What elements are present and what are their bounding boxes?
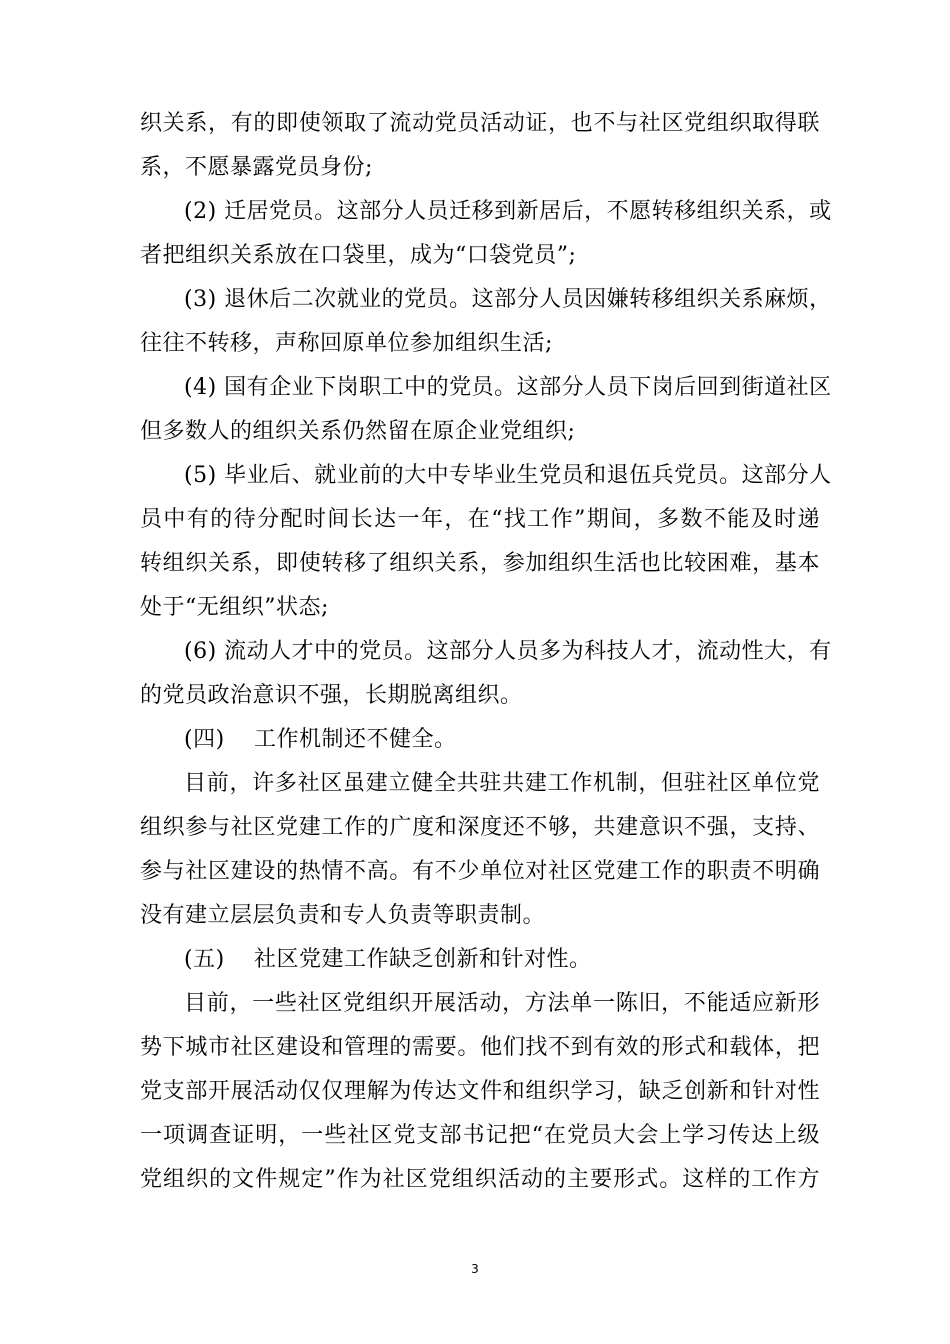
section-number: (四) — [184, 727, 225, 752]
text-line: 往往不转移，声称回原单位参加组织生活; — [140, 331, 553, 356]
text-line: 但多数人的组织关系仍然留在原企业党组织; — [140, 419, 576, 444]
text-line: 势下城市社区建设和管理的需要。他们找不到有效的形式和载体，把 — [140, 1035, 820, 1060]
text-line: 的党员政治意识不强，长期脱离组织。 — [140, 683, 523, 708]
list-item-6: (6) 流动人才中的党员。这部分人员多为科技人才，流动性大，有 — [184, 639, 832, 664]
text-line: 党组织的文件规定”作为社区党组织活动的主要形式。这样的工作方 — [140, 1167, 820, 1192]
list-item-4: (4) 国有企业下岗职工中的党员。这部分人员下岗后回到街道社区 — [184, 375, 832, 400]
paragraph-start: 目前，一些社区党组织开展活动，方法单一陈旧，不能适应新形 — [184, 991, 820, 1016]
text-line: 织关系，有的即使领取了流动党员活动证，也不与社区党组织取得联 — [140, 111, 820, 136]
list-item-3: (3) 退休后二次就业的党员。这部分人员因嫌转移组织关系麻烦， — [184, 287, 832, 312]
page-number: 3 — [471, 1262, 479, 1276]
paragraph-start: 目前，许多社区虽建立健全共驻共建工作机制，但驻社区单位党 — [184, 771, 820, 796]
section-title: 工作机制还不健全。 — [254, 727, 457, 752]
section-heading-4 — [184, 720, 457, 760]
section-title: 社区党建工作缺乏创新和针对性。 — [254, 947, 592, 972]
text-line: 一项调查证明，一些社区党支部书记把“在党员大会上学习传达上级 — [140, 1123, 820, 1148]
text-line: 党支部开展活动仅仅理解为传达文件和组织学习，缺乏创新和针对性 — [140, 1079, 820, 1104]
text-line: 转组织关系，即使转移了组织关系，参加组织生活也比较困难，基本 — [140, 551, 820, 576]
text-line: 组织参与社区党建工作的广度和深度还不够，共建意识不强，支持、 — [140, 815, 820, 840]
section-number: (五) — [184, 947, 225, 972]
list-item-5: (5) 毕业后、就业前的大中专毕业生党员和退伍兵党员。这部分人 — [184, 463, 832, 488]
section-heading-5 — [184, 940, 592, 980]
text-line: 处于“无组织”状态; — [140, 595, 329, 620]
text-line: 系，不愿暴露党员身份; — [140, 155, 373, 180]
text-line: 没有建立层层负责和专人负责等职责制。 — [140, 903, 546, 928]
list-item-2: (2) 迁居党员。这部分人员迁移到新居后，不愿转移组织关系，或 — [184, 199, 832, 224]
text-line: 参与社区建设的热情不高。有不少单位对社区党建工作的职责不明确 — [140, 859, 820, 884]
text-line: 员中有的待分配时间长达一年，在“找工作”期间，多数不能及时递 — [140, 507, 820, 532]
text-line: 者把组织关系放在口袋里，成为“口袋党员”; — [140, 243, 577, 268]
